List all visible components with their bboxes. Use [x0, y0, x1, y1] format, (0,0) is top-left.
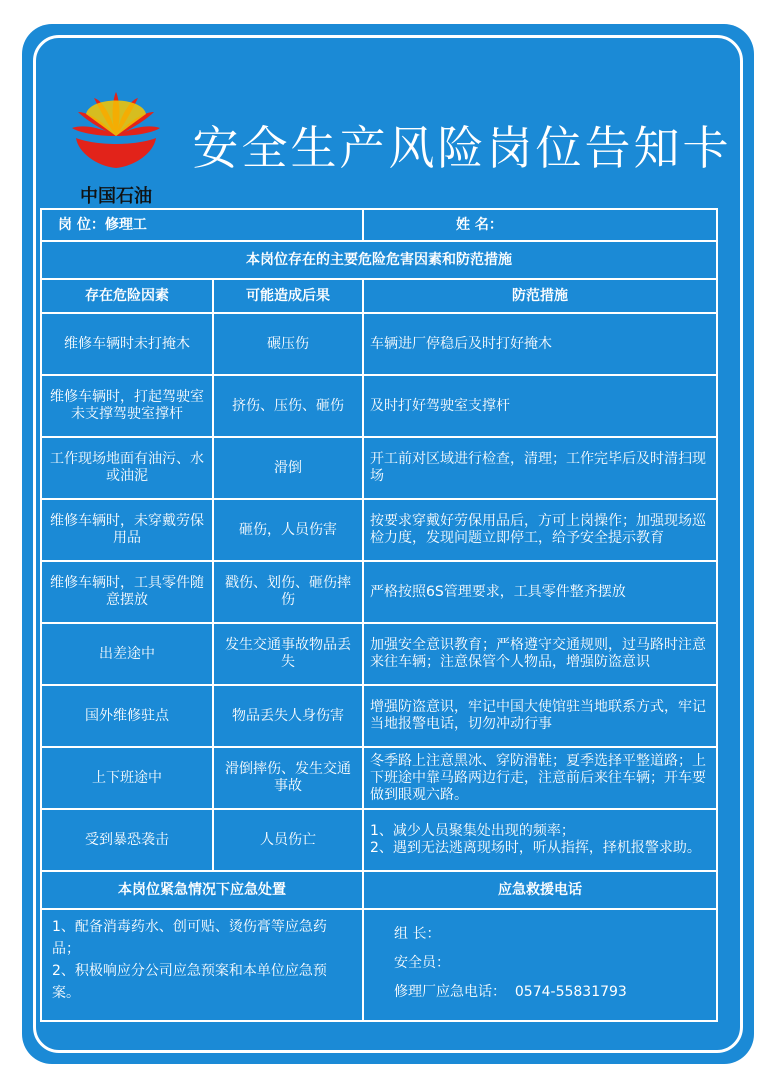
- measure-cell: 车辆进厂停稳后及时打好掩木: [363, 313, 717, 375]
- factor-cell: 维修车辆时未打掩木: [41, 313, 213, 375]
- measure-cell: 增强防盗意识，牢记中国大使馆驻当地联系方式，牢记当地报警电话，切勿冲动行事: [363, 685, 717, 747]
- rescue-phones: [363, 909, 717, 1021]
- factor-cell: 维修车辆时，打起驾驶室未支撑驾驶室撑杆: [41, 375, 213, 437]
- measure-cell: 按要求穿戴好劳保用品后，方可上岗操作；加强现场巡检力度，发现问题立即停工，给予安全提示教育: [363, 499, 717, 561]
- header-factor: 存在危险因素: [41, 279, 213, 313]
- factor-cell: 维修车辆时，未穿戴劳保用品: [41, 499, 213, 561]
- measure-cell: 冬季路上注意黑冰、穿防滑鞋；夏季选择平整道路；上下班途中靠马路两边行走，注意前后来往车辆；开车要做到眼观六路。: [363, 747, 717, 809]
- consequence-cell: 发生交通事故物品丢失: [213, 623, 363, 685]
- petrochina-logo-icon: [66, 86, 166, 208]
- table-row: [41, 561, 717, 623]
- measure-cell: 1、减少人员聚集处出现的频率； 2、遇到无法逃离现场时，听从指挥，择机报警求助。: [363, 809, 717, 871]
- risk-table: [40, 208, 718, 1022]
- rescue-title: 应急救援电话: [363, 871, 717, 909]
- factor-cell: 受到暴恐袭击: [41, 809, 213, 871]
- emergency-item: 1、配备消毒药水、创可贴、烫伤膏等应急药品；: [52, 919, 327, 957]
- factor-cell: 国外维修驻点: [41, 685, 213, 747]
- factor-cell: 维修车辆时，工具零件随意摆放: [41, 561, 213, 623]
- measure-cell: 及时打好驾驶室支撑杆: [363, 375, 717, 437]
- header-consequence: 可能造成后果: [213, 279, 363, 313]
- consequence-cell: 挤伤、压伤、砸伤: [213, 375, 363, 437]
- header-measure: 防范措施: [363, 279, 717, 313]
- table-row: [41, 623, 717, 685]
- consequence-cell: 物品丢失人身伤害: [213, 685, 363, 747]
- consequence-cell: 滑倒: [213, 437, 363, 499]
- measure-cell: 加强安全意识教育；严格遵守交通规则，过马路时注意来往车辆；注意保管个人物品，增强防盗意识: [363, 623, 717, 685]
- emergency-title: 本岗位紧急情况下应急处置: [41, 871, 363, 909]
- page-title: 安全生产风险岗位告知卡: [192, 121, 732, 175]
- measure-cell: 严格按照6S管理要求，工具零件整齐摆放: [363, 561, 717, 623]
- consequence-cell: 砸伤，人员伤害: [213, 499, 363, 561]
- consequence-cell: 滑倒摔伤、发生交通事故: [213, 747, 363, 809]
- table-row: [41, 375, 717, 437]
- factor-cell: 工作现场地面有油污、水或油泥: [41, 437, 213, 499]
- table-row: [41, 809, 717, 871]
- consequence-cell: 戳伤、划伤、砸伤摔伤: [213, 561, 363, 623]
- table-row: [41, 499, 717, 561]
- logo-text: 中国石油: [80, 186, 152, 207]
- factor-cell: 上下班途中: [41, 747, 213, 809]
- consequence-cell: 碾压伤: [213, 313, 363, 375]
- emergency-list: [41, 909, 363, 1021]
- name-label: 姓 名：: [363, 209, 717, 241]
- factory-phone: 修理厂应急电话： 0574-55831793: [394, 984, 627, 1000]
- table-row: [41, 747, 717, 809]
- safety-officer-label: 安全员：: [394, 955, 450, 971]
- consequence-cell: 人员伤亡: [213, 809, 363, 871]
- table-row: [41, 313, 717, 375]
- measure-cell: 开工前对区域进行检查，清理；工作完毕后及时清扫现场: [363, 437, 717, 499]
- table-row: [41, 685, 717, 747]
- emergency-item: 2、积极响应分公司应急预案和本单位应急预案。: [52, 963, 327, 1001]
- section-title: 本岗位存在的主要危险危害因素和防范措施: [41, 241, 717, 279]
- post-label: 岗 位：修理工: [41, 209, 363, 241]
- table-row: [41, 437, 717, 499]
- factor-cell: 出差途中: [41, 623, 213, 685]
- leader-label: 组 长：: [394, 926, 441, 942]
